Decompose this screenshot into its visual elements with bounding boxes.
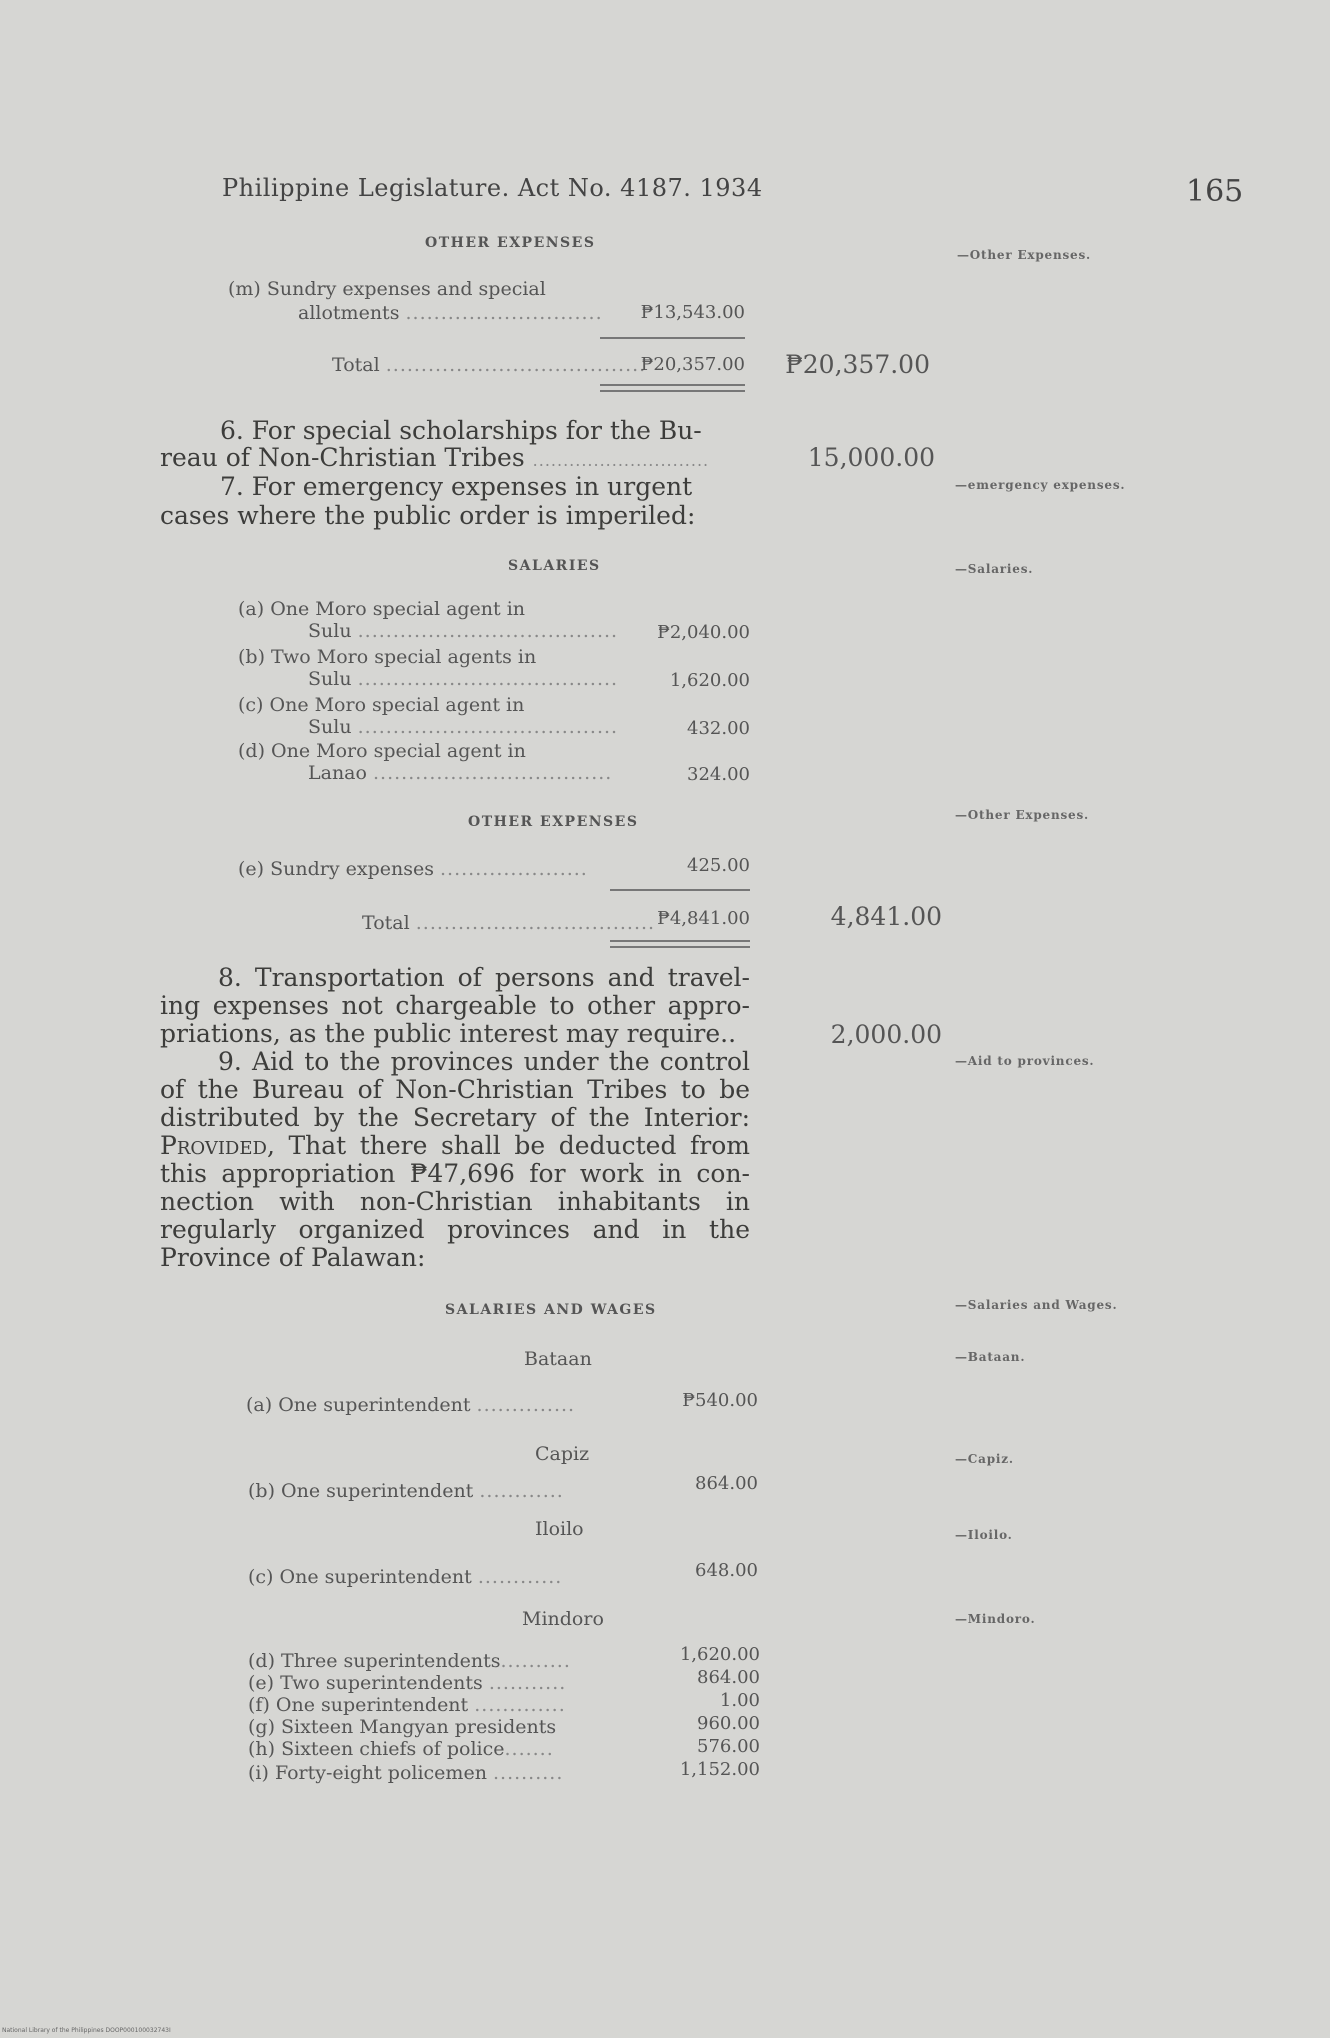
mindoro-amount-g: 960.00 [697, 1713, 760, 1734]
margin-note-other-expenses-2: —Other Expenses. [955, 808, 1090, 822]
item-e: (e) Sundry expenses ..................... [238, 858, 588, 880]
other-expenses-heading: OTHER EXPENSES [425, 235, 596, 251]
province-bataan: Bataan [524, 1348, 592, 1370]
mindoro-amount-e: 864.00 [697, 1667, 760, 1688]
margin-note-salaries-wages: —Salaries and Wages. [955, 1298, 1118, 1312]
para8: 8. Transportation of persons and travel- ing expenses not chargeable to other appro- priations, as the public interest may require.. [160, 963, 750, 1048]
salary-amount-d: 324.00 [687, 764, 750, 785]
salary-item-c: (c) One Moro special agent in Sulu ..................................... [238, 694, 619, 738]
para7-line2: cases where the public order is imperiled: [160, 501, 696, 530]
margin-note-aid: —Aid to provinces. [955, 1054, 1095, 1068]
para6-line1: 6. For special scholarships for the Bu- [220, 416, 702, 445]
total-label-b: Total .................................. [362, 912, 656, 934]
para9: 9. Aid to the provinces under the control of the Bureau of Non-Christian Tribes to be distributed by the Secretary of the Interior: Provided, That there shall be deducted from this appropriation ₱47,696 for work in con- nection with non-Christian inhabitants in regularly organized provinces and in the Province of Palawan: [160, 1047, 750, 1272]
mindoro-amount-f: 1.00 [719, 1690, 760, 1711]
salary-item-d: (d) One Moro special agent in Lanao .................................. [238, 740, 613, 784]
double-rule-2 [610, 940, 750, 948]
sum-rule [600, 337, 745, 339]
province-iloilo: Iloilo [535, 1518, 584, 1540]
double-rule [600, 384, 745, 392]
margin-note-emergency: —emergency expenses. [955, 478, 1126, 492]
total-label-a: Total ..................................... [332, 354, 647, 376]
total-col2-b: 4,841.00 [830, 902, 942, 931]
total-col2-a: ₱20,357.00 [785, 350, 930, 379]
margin-note-capiz: —Capiz. [955, 1452, 1014, 1466]
salary-item-b: (b) Two Moro special agents in Sulu ..................................... [238, 646, 619, 690]
salary-item-a: (a) One Moro special agent in Sulu ..................................... [238, 598, 619, 642]
mindoro-item-d: (d) Three superintendents.......... [248, 1650, 571, 1672]
margin-note-mindoro: —Mindoro. [955, 1612, 1036, 1626]
archive-credit: National Library of the Philippines DOOP000100032743I [2, 2027, 171, 2034]
wage-amount-a: ₱540.00 [682, 1390, 758, 1411]
mindoro-amount-i: 1,152.00 [679, 1759, 760, 1780]
salary-amount-c: 432.00 [687, 718, 750, 739]
total-amount-a: ₱20,357.00 [640, 354, 745, 375]
mindoro-item-h: (h) Sixteen chiefs of police....... [248, 1738, 554, 1760]
item-m-amount: ₱13,543.00 [640, 302, 745, 323]
mindoro-amount-d: 1,620.00 [679, 1644, 760, 1665]
margin-note-bataan: —Bataan. [955, 1350, 1026, 1364]
salary-amount-a: ₱2,040.00 [657, 622, 750, 643]
salary-amount-b: 1,620.00 [669, 670, 750, 691]
margin-note-iloilo: —Iloilo. [955, 1528, 1013, 1542]
mindoro-item-e: (e) Two superintendents ........... [248, 1672, 567, 1694]
para6-line2: reau of Non-Christian Tribes ............................. [160, 443, 710, 472]
wage-item-c: (c) One superintendent ............ [248, 1566, 563, 1588]
para7-line1: 7. For emergency expenses in urgent [220, 472, 693, 501]
mindoro-item-f: (f) One superintendent ............. [248, 1694, 566, 1716]
item-m-line2: allotments ............................ [298, 302, 603, 324]
salaries-wages-heading: SALARIES AND WAGES [445, 1302, 657, 1318]
page-number: 165 [1186, 174, 1244, 209]
salaries-heading: SALARIES [508, 558, 601, 574]
province-capiz: Capiz [535, 1443, 590, 1465]
para8-amount: 2,000.00 [830, 1020, 942, 1049]
margin-note-other-expenses: —Other Expenses. [957, 248, 1092, 262]
other-expenses-heading-2: OTHER EXPENSES [468, 814, 639, 830]
mindoro-amount-h: 576.00 [697, 1736, 760, 1757]
mindoro-item-g: (g) Sixteen Mangyan presidents [248, 1716, 557, 1738]
wage-amount-c: 648.00 [695, 1560, 758, 1581]
item-m-line1: (m) Sundry expenses and special [228, 278, 546, 300]
margin-note-salaries: —Salaries. [955, 562, 1034, 576]
total-amount-b: ₱4,841.00 [657, 908, 750, 929]
province-mindoro: Mindoro [522, 1608, 604, 1630]
sum-rule-2 [610, 889, 750, 891]
wage-item-b: (b) One superintendent ............ [248, 1480, 564, 1502]
wage-amount-b: 864.00 [695, 1473, 758, 1494]
wage-item-a: (a) One superintendent .............. [246, 1394, 576, 1416]
item-e-amount: 425.00 [687, 855, 750, 876]
running-title: Philippine Legislature. Act No. 4187. 1934 [222, 174, 763, 202]
mindoro-item-i: (i) Forty-eight policemen .......... [248, 1762, 564, 1784]
para6-amount: 15,000.00 [807, 443, 935, 472]
